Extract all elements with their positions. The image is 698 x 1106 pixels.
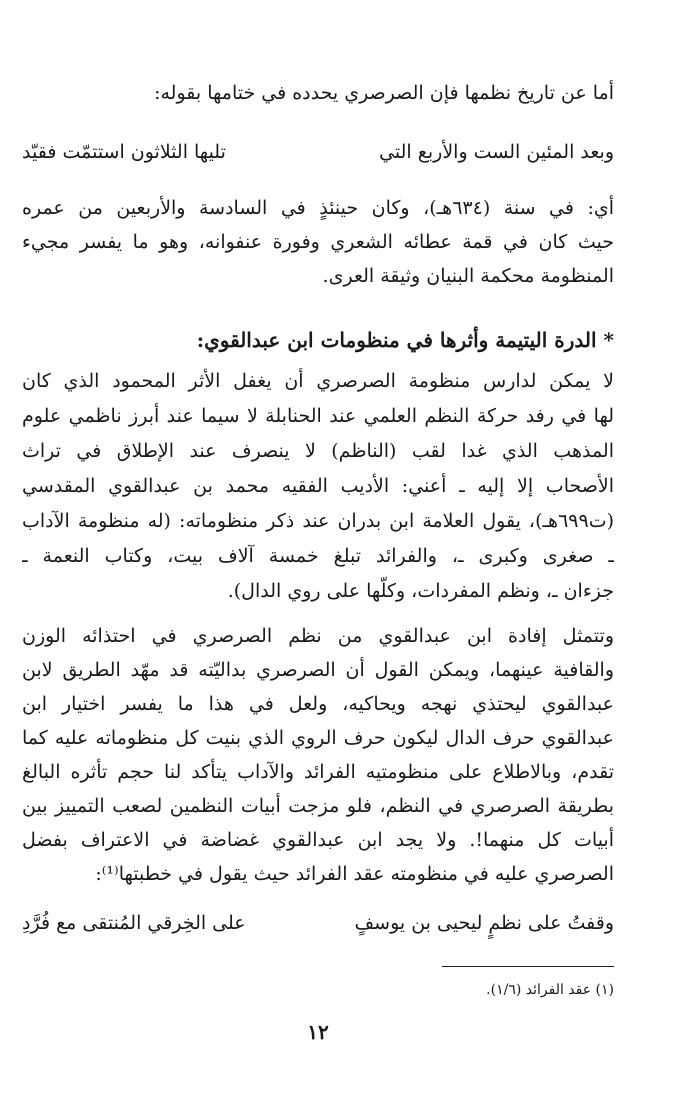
paragraph-3-line: تقدم، وبالاطلاع على منظومتيه الفرائد والآداب يتأكد لنا حجم تأثره البالغ xyxy=(22,761,614,783)
verse-2-second-hemistich: على الخِرقي المُنتقى مع فُرَّدِ xyxy=(22,912,246,934)
section-heading: * الدرة اليتيمة وأثرها في منظومات ابن عبدالقوي: xyxy=(196,328,614,352)
verse-2 xyxy=(22,908,614,940)
paragraph-2-line: ـ صغرى وكبرى ـ، والفرائد تبلغ خمسة آلاف بيت، وكتاب النعمة ـ xyxy=(22,545,614,567)
paragraph-3-line: والقافية عينهما، ويمكن القول أن الصرصري بداليّته قد مهّد الطريق لابن xyxy=(22,659,614,681)
page xyxy=(22,0,614,1106)
paragraph-3-line: عبدالقوي ليحتذي نهجه ويحاكيه، ولعل في هذا ما يفسر اختيار ابن xyxy=(22,693,614,715)
paragraph-2-line: المذهب الذي غدا لقب (الناظم) لا ينصرف عند الإطلاق في تراث xyxy=(22,440,614,462)
verse-1-second-hemistich: تليها الثلاثون استتمّت فقيّد xyxy=(22,141,226,163)
paragraph-2-line: (ت٦٩٩هـ)، يقول العلامة ابن بدران عند ذكر منظوماته: (له منظومة الآداب xyxy=(22,510,614,532)
paragraph-2-line: لها في رفد حركة النظم العلمي عند الحنابلة لا سيما عند أبرز ناظمي علوم xyxy=(22,405,614,427)
page-number: ١٢ xyxy=(307,1020,329,1044)
footnote-separator xyxy=(442,966,614,967)
paragraph-3-line: عبدالقوي حرف الدال ليكون حرف الروي الذي بنيت كل منظوماته عليه كما xyxy=(22,727,614,749)
paragraph-1-line: حيث كان في قمة عطائه الشعري وفورة عنفوانه، وهو ما يفسر مجيء xyxy=(22,231,614,253)
paragraph-2-line: لا يمكن لدارس منظومة الصرصري أن يغفل الأثر المحمود الذي كان xyxy=(22,370,614,392)
paragraph-3-line: وتتمثل إفادة ابن عبدالقوي من نظم الصرصري في احتذائه الوزن xyxy=(22,625,614,647)
paragraph-1-line: أي: في سنة (٦٣٤هـ)، وكان حينئذٍ في السادسة والأربعين من عمره xyxy=(22,197,614,219)
paragraph-2-line: الأصحاب إلا إليه ـ أعني: الأديب الفقيه محمد بن عبدالقوي المقدسي xyxy=(22,475,614,497)
intro-line: أما عن تاريخ نظمها فإن الصرصري يحدده في ختامها بقوله: xyxy=(154,82,614,104)
paragraph-3-line: الصرصري عليه في منظومته عقد الفرائد حيث يقول في خطبتها⁽¹⁾: xyxy=(95,863,614,885)
verse-2-first-hemistich: وقفتُ على نظمٍ ليحيى بن يوسفٍ xyxy=(354,912,614,934)
paragraph-3-line: بطريقة الصرصري في النظم، فلو مزجت أبيات النظمين لصعب التمييز بين xyxy=(22,795,614,817)
paragraph-2-line: جزءان ـ، ونظم المفردات، وكلّها على روي الدال). xyxy=(227,580,614,602)
verse-1 xyxy=(22,137,614,169)
paragraph-3-line: أبيات كل منهما!. ولا يجد ابن عبدالقوي غضاضة في الاعتراف بفضل xyxy=(22,829,614,851)
paragraph-1-line: المنظومة محكمة البنيان وثيقة العرى. xyxy=(322,265,614,287)
footnote: (١) عقد الفرائد (١/٦). xyxy=(486,982,614,998)
verse-1-first-hemistich: وبعد المئين الست والأربع التي xyxy=(379,141,614,163)
